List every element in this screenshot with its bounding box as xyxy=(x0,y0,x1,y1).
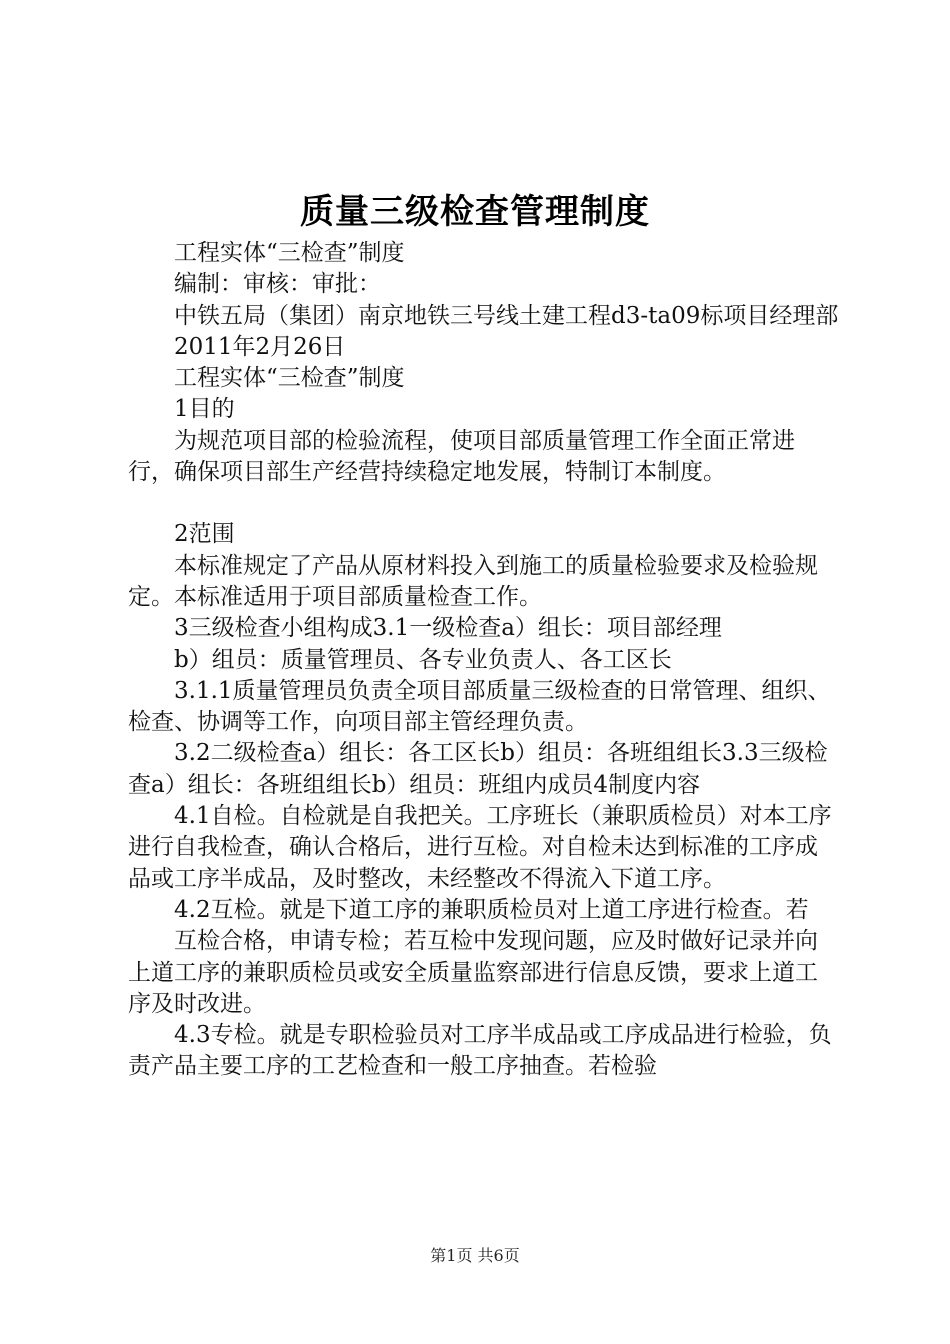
paragraph: 工程实体“三检查”制度 xyxy=(128,240,405,266)
paragraph: 互检合格，申请专检；若互检中发现问题，应及时做好记录并向上道工序的兼职质检员或安全质量监察部进行信息反馈，要求上道工序及时改进。 xyxy=(128,928,818,1017)
document-body xyxy=(128,238,840,1083)
page-footer: 第1页 共6页 xyxy=(430,1246,520,1265)
document-title: 质量三级检查管理制度 xyxy=(300,192,650,232)
paragraph: 编制：审核：审批： xyxy=(128,271,381,298)
paragraph: 4.3专检。就是专职检验员对工序半成品或工序成品进行检验，负责产品主要工序的工艺检查和一般工序抽查。若检验 xyxy=(128,1022,832,1080)
paragraph: 1目的 xyxy=(128,396,235,423)
paragraph: 4.2互检。就是下道工序的兼职质检员对上道工序进行检查。若 xyxy=(128,896,809,923)
paragraph: 2范围 xyxy=(128,521,235,548)
paragraph: 工程实体“三检查”制度 xyxy=(128,365,405,392)
paragraph: 3三级检查小组构成3.1一级检查a）组长：项目部经理 xyxy=(128,615,722,642)
paragraph: 3.1.1质量管理员负责全项目部质量三级检查的日常管理、组织、检查、协调等工作，向项目部主管经理负责。 xyxy=(128,677,831,736)
paragraph: 4.1自检。自检就是自我把关。工序班长（兼职质检员）对本工序进行自我检查，确认合格后，进行互检。对自检未达到标准的工序成品或工序半成品，及时整改，未经整改不得流入下道工序。 xyxy=(128,803,832,892)
paragraph-spacer xyxy=(128,488,840,519)
paragraph: b）组员：质量管理员、各专业负责人、各工区长 xyxy=(128,646,672,673)
paragraph: 2011年2月26日 xyxy=(128,333,346,360)
paragraph: 中铁五局（集团）南京地铁三号线土建工程d3-ta09标项目经理部 xyxy=(128,302,839,329)
paragraph: 3.2二级检查a）组长：各工区长b）组员：各班组组长3.3三级检查a）组长：各班组组长b）组员：班组内成员4制度内容 xyxy=(128,740,828,798)
paragraph: 本标准规定了产品从原材料投入到施工的质量检验要求及检验规定。本标准适用于项目部质量检查工作。 xyxy=(128,552,818,610)
paragraph: 为规范项目部的检验流程，使项目部质量管理工作全面正常进行，确保项目部生产经营持续稳定地发展，特制订本制度。 xyxy=(128,427,795,486)
